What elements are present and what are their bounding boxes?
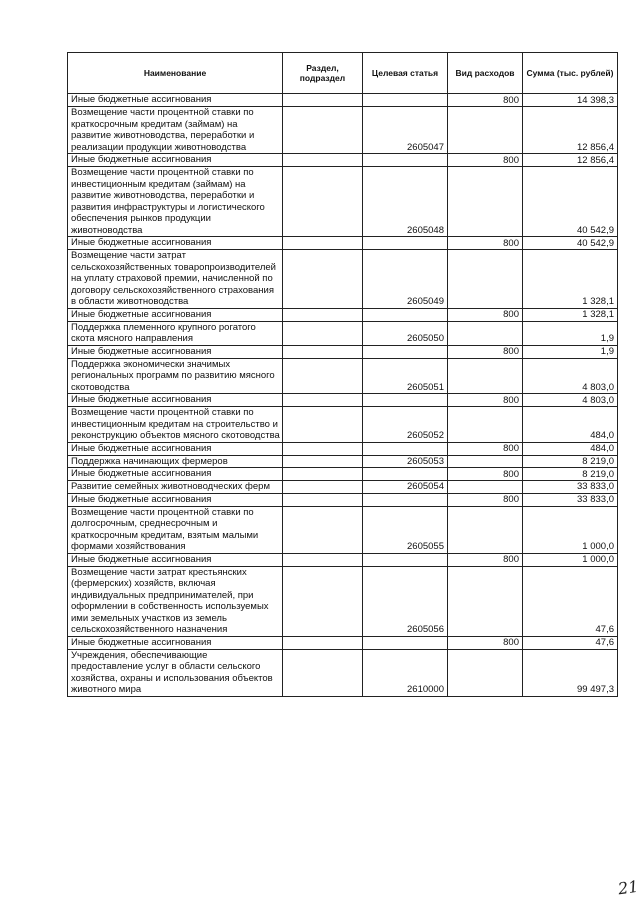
cell-target: 2605047 — [363, 107, 448, 154]
budget-table — [67, 52, 618, 697]
cell-sum: 4 803,0 — [523, 394, 618, 407]
table-row — [68, 321, 618, 345]
cell-section — [283, 481, 363, 494]
cell-name: Иные бюджетные ассигнования — [68, 345, 283, 358]
cell-kind — [448, 358, 523, 394]
cell-target — [363, 442, 448, 455]
cell-name: Возмещение части затрат крестьянских (фермерских) хозяйств, включая индивидуальных предпринимателей, при оформлении в собственность используемых ими земельных участков из земель сельскохозяйственного назначения — [68, 566, 283, 636]
cell-sum: 12 856,4 — [523, 154, 618, 167]
table-row — [68, 394, 618, 407]
table-row — [68, 649, 618, 696]
cell-kind — [448, 566, 523, 636]
cell-name: Иные бюджетные ассигнования — [68, 636, 283, 649]
cell-target — [363, 553, 448, 566]
table-body — [68, 94, 618, 697]
cell-name: Иные бюджетные ассигнования — [68, 308, 283, 321]
cell-target — [363, 345, 448, 358]
cell-section — [283, 167, 363, 237]
header-name: Наименование — [68, 53, 283, 94]
cell-name: Иные бюджетные ассигнования — [68, 94, 283, 107]
cell-kind: 800 — [448, 553, 523, 566]
cell-target — [363, 154, 448, 167]
cell-kind — [448, 250, 523, 309]
cell-section — [283, 493, 363, 506]
page-number-mark: 21 — [616, 876, 640, 899]
cell-sum: 40 542,9 — [523, 167, 618, 237]
cell-target — [363, 636, 448, 649]
cell-kind — [448, 455, 523, 468]
cell-name: Иные бюджетные ассигнования — [68, 553, 283, 566]
cell-target: 2605053 — [363, 455, 448, 468]
header-target: Целевая статья — [363, 53, 448, 94]
table-row — [68, 107, 618, 154]
cell-sum: 484,0 — [523, 442, 618, 455]
cell-name: Поддержка племенного крупного рогатого скота мясного направления — [68, 321, 283, 345]
cell-target — [363, 493, 448, 506]
table-row — [68, 468, 618, 481]
table-row — [68, 250, 618, 309]
cell-section — [283, 506, 363, 553]
cell-sum: 1,9 — [523, 321, 618, 345]
cell-target: 2605056 — [363, 566, 448, 636]
table-header — [68, 53, 618, 94]
cell-name: Иные бюджетные ассигнования — [68, 154, 283, 167]
cell-kind: 800 — [448, 308, 523, 321]
cell-sum: 1 000,0 — [523, 506, 618, 553]
cell-sum: 484,0 — [523, 407, 618, 443]
cell-name: Поддержка экономически значимых региональных программ по развитию мясного скотоводства — [68, 358, 283, 394]
table-row — [68, 407, 618, 443]
cell-sum: 1 000,0 — [523, 553, 618, 566]
cell-kind: 800 — [448, 237, 523, 250]
cell-name: Возмещение части затрат сельскохозяйственных товаропроизводителей на уплату страховой премии, начисленной по договору сельскохозяйственного страхования в области животноводства — [68, 250, 283, 309]
cell-section — [283, 94, 363, 107]
cell-sum: 14 398,3 — [523, 94, 618, 107]
cell-section — [283, 321, 363, 345]
table-row — [68, 154, 618, 167]
cell-kind — [448, 649, 523, 696]
cell-target: 2605049 — [363, 250, 448, 309]
cell-section — [283, 649, 363, 696]
cell-section — [283, 345, 363, 358]
cell-name: Иные бюджетные ассигнования — [68, 493, 283, 506]
cell-sum: 1 328,1 — [523, 308, 618, 321]
cell-name: Иные бюджетные ассигнования — [68, 442, 283, 455]
cell-section — [283, 407, 363, 443]
cell-kind — [448, 107, 523, 154]
table-row — [68, 481, 618, 494]
cell-target: 2610000 — [363, 649, 448, 696]
cell-name: Возмещение части процентной ставки по инвестиционным кредитам (займам) на развитие животноводства, переработки и развития инфраструктуры и логистического обеспечения рынков продукции животноводства — [68, 167, 283, 237]
cell-name: Возмещение части процентной ставки по инвестиционным кредитам на строительство и реконструкцию объектов мясного скотоводства — [68, 407, 283, 443]
table-row — [68, 506, 618, 553]
table-row — [68, 493, 618, 506]
cell-name: Иные бюджетные ассигнования — [68, 394, 283, 407]
cell-kind: 800 — [448, 94, 523, 107]
cell-target — [363, 394, 448, 407]
header-kind: Вид расходов — [448, 53, 523, 94]
cell-section — [283, 107, 363, 154]
cell-sum: 47,6 — [523, 636, 618, 649]
cell-target: 2605051 — [363, 358, 448, 394]
table-row — [68, 636, 618, 649]
cell-section — [283, 636, 363, 649]
cell-kind — [448, 167, 523, 237]
header-sum: Сумма (тыс. рублей) — [523, 53, 618, 94]
cell-target — [363, 308, 448, 321]
cell-sum: 40 542,9 — [523, 237, 618, 250]
cell-sum: 1,9 — [523, 345, 618, 358]
table-row — [68, 566, 618, 636]
cell-name: Возмещение части процентной ставки по долгосрочным, среднесрочным и краткосрочным кредитам, взятым малыми формами хозяйствования — [68, 506, 283, 553]
table-row — [68, 442, 618, 455]
cell-sum: 99 497,3 — [523, 649, 618, 696]
cell-target: 2605050 — [363, 321, 448, 345]
cell-sum: 8 219,0 — [523, 455, 618, 468]
table-row — [68, 237, 618, 250]
cell-sum: 33 833,0 — [523, 481, 618, 494]
cell-section — [283, 358, 363, 394]
cell-kind: 800 — [448, 154, 523, 167]
cell-target — [363, 237, 448, 250]
cell-sum: 1 328,1 — [523, 250, 618, 309]
table-row — [68, 553, 618, 566]
cell-target — [363, 94, 448, 107]
cell-sum: 8 219,0 — [523, 468, 618, 481]
cell-target: 2605054 — [363, 481, 448, 494]
table-row — [68, 345, 618, 358]
cell-name: Иные бюджетные ассигнования — [68, 237, 283, 250]
cell-section — [283, 308, 363, 321]
cell-name: Поддержка начинающих фермеров — [68, 455, 283, 468]
cell-section — [283, 154, 363, 167]
cell-kind — [448, 481, 523, 494]
cell-sum: 47,6 — [523, 566, 618, 636]
cell-name: Учреждения, обеспечивающие предоставление услуг в области сельского хозяйства, охраны и использования объектов животного мира — [68, 649, 283, 696]
cell-kind — [448, 407, 523, 443]
cell-target: 2605048 — [363, 167, 448, 237]
table-row — [68, 358, 618, 394]
header-section: Раздел, подраздел — [283, 53, 363, 94]
cell-section — [283, 237, 363, 250]
cell-section — [283, 566, 363, 636]
cell-kind: 800 — [448, 468, 523, 481]
cell-section — [283, 442, 363, 455]
cell-name: Развитие семейных животноводческих ферм — [68, 481, 283, 494]
cell-kind: 800 — [448, 636, 523, 649]
cell-target: 2605052 — [363, 407, 448, 443]
cell-section — [283, 468, 363, 481]
cell-sum: 33 833,0 — [523, 493, 618, 506]
cell-kind: 800 — [448, 493, 523, 506]
cell-sum: 4 803,0 — [523, 358, 618, 394]
cell-target — [363, 468, 448, 481]
cell-section — [283, 250, 363, 309]
cell-kind — [448, 506, 523, 553]
cell-section — [283, 394, 363, 407]
table-row — [68, 308, 618, 321]
cell-name: Иные бюджетные ассигнования — [68, 468, 283, 481]
cell-kind: 800 — [448, 442, 523, 455]
cell-sum: 12 856,4 — [523, 107, 618, 154]
cell-section — [283, 553, 363, 566]
cell-kind: 800 — [448, 394, 523, 407]
cell-kind — [448, 321, 523, 345]
table-row — [68, 94, 618, 107]
table-row — [68, 455, 618, 468]
cell-name: Возмещение части процентной ставки по краткосрочным кредитам (займам) на развитие животноводства, переработки и реализации продукции животноводства — [68, 107, 283, 154]
cell-kind: 800 — [448, 345, 523, 358]
cell-target: 2605055 — [363, 506, 448, 553]
table-row — [68, 167, 618, 237]
cell-section — [283, 455, 363, 468]
